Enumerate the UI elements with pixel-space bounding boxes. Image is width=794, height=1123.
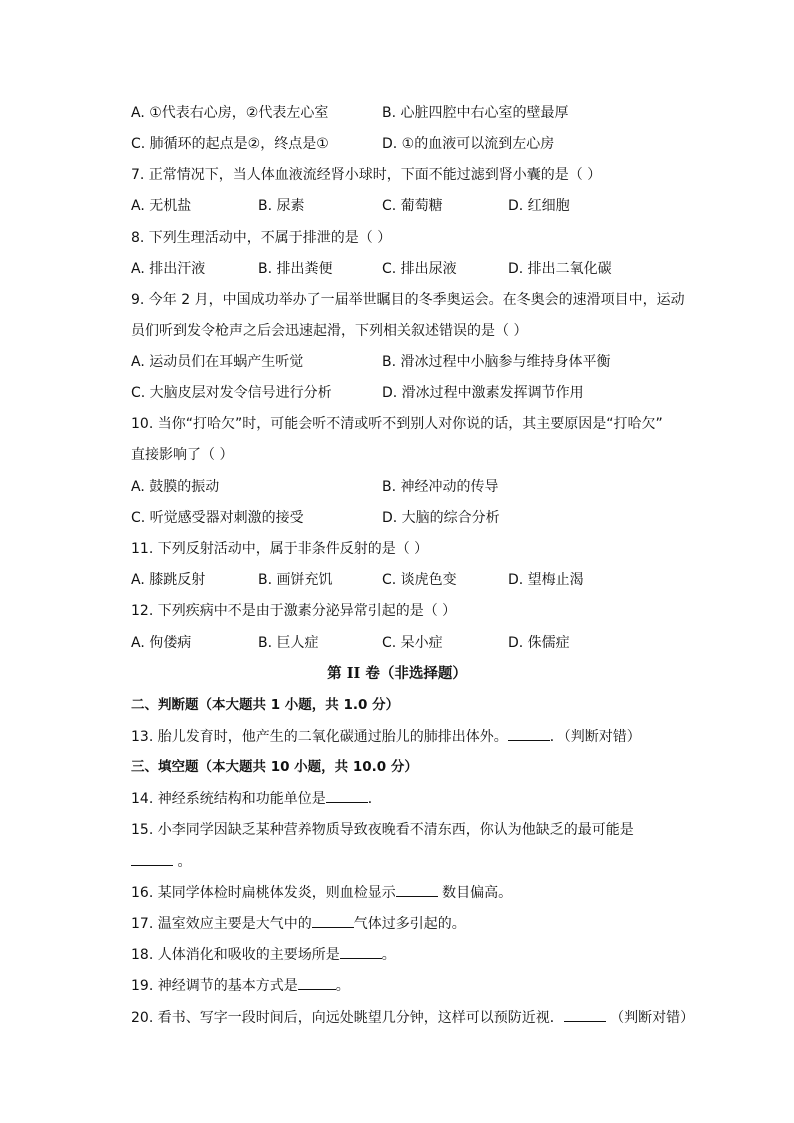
q12-option-a: A. 佝偻病 <box>131 635 192 651</box>
q20-text: 20. 看书、写字一段时间后，向远处眺望几分钟，这样可以预防近视． <box>131 1010 564 1026</box>
q10-stem-line1: 10. 当你“打哈欠”时，可能会听不清或听不到别人对你说的话，其主要原因是“打哈欠” <box>131 416 663 432</box>
q15-suffix: 。 <box>173 854 192 870</box>
q17 <box>131 913 466 934</box>
q6-option-d: D. ①的血液可以流到左心房 <box>382 136 555 152</box>
q15-answer-line <box>131 851 191 872</box>
q11-option-d: D. 望梅止渴 <box>508 572 584 588</box>
q14-suffix: ． <box>367 791 382 807</box>
q8-option-b: B. 排出粪便 <box>258 261 333 277</box>
q19-text: 19. 神经调节的基本方式是 <box>131 978 298 994</box>
q8-option-d: D. 排出二氧化碳 <box>508 261 612 277</box>
q12-option-d: D. 侏儒症 <box>508 635 570 651</box>
q6-option-b: B. 心脏四腔中右心室的壁最厚 <box>382 105 569 121</box>
q15-stem: 15. 小李同学因缺乏某种营养物质导致夜晚看不清东西，你认为他缺乏的最可能是 <box>131 822 634 838</box>
q12-option-c: C. 呆小症 <box>382 635 443 651</box>
q10-option-a: A. 鼓膜的振动 <box>131 479 220 495</box>
q18-answer-blank[interactable] <box>340 944 382 959</box>
q12-stem: 12. 下列疾病中不是由于激素分泌异常引起的是（ ） <box>131 603 457 619</box>
q17-text: 17. 温室效应主要是大气中的 <box>131 916 312 932</box>
q8-option-c: C. 排出尿液 <box>382 261 457 277</box>
q7-option-b: B. 尿素 <box>258 198 305 214</box>
q13 <box>131 726 641 747</box>
section-judgement-heading: 二、判断题（本大题共 1 小题，共 1.0 分） <box>131 697 400 713</box>
q9-option-c: C. 大脑皮层对发令信号进行分析 <box>131 385 332 401</box>
q8-stem: 8. 下列生理活动中，不属于排泄的是（ ） <box>131 230 392 246</box>
section-fill-blank-heading: 三、填空题（本大题共 10 小题，共 10.0 分） <box>131 759 418 775</box>
q7-option-a: A. 无机盐 <box>131 198 192 214</box>
q11-option-a: A. 膝跳反射 <box>131 572 206 588</box>
q8-option-a: A. 排出汗液 <box>131 261 206 277</box>
q13-text: 13. 胎儿发育时，他产生的二氧化碳通过胎儿的肺排出体外。 <box>131 729 508 745</box>
q13-suffix: ．（判断对错） <box>549 729 641 745</box>
q13-answer-blank[interactable] <box>508 726 550 741</box>
q17-answer-blank[interactable] <box>312 913 354 928</box>
q14 <box>131 788 382 809</box>
q9-option-b: B. 滑冰过程中小脑参与维持身体平衡 <box>382 354 611 370</box>
q6-option-a: A. ①代表右心房，②代表左心室 <box>131 105 329 121</box>
q7-option-d: D. 红细胞 <box>508 198 570 214</box>
q16-text: 16. 某同学体检时扁桃体发炎，则血检显示 <box>131 885 396 901</box>
q7-stem: 7. 正常情况下，当人体血液流经肾小球时，下面不能过滤到肾小囊的是（ ） <box>131 167 602 183</box>
q15-answer-blank[interactable] <box>131 851 173 866</box>
q19-suffix: 。 <box>335 978 350 994</box>
q14-text: 14. 神经系统结构和功能单位是 <box>131 791 326 807</box>
q10-option-b: B. 神经冲动的传导 <box>382 479 499 495</box>
q20 <box>131 1007 694 1028</box>
q14-answer-blank[interactable] <box>326 788 368 803</box>
q17-suffix: 气体过多引起的。 <box>353 916 466 932</box>
q9-option-d: D. 滑冰过程中激素发挥调节作用 <box>382 385 584 401</box>
q11-option-c: C. 谈虎色变 <box>382 572 457 588</box>
q7-option-c: C. 葡萄糖 <box>382 198 443 214</box>
q9-option-a: A. 运动员们在耳蜗产生听觉 <box>131 354 304 370</box>
q18-text: 18. 人体消化和吸收的主要场所是 <box>131 947 340 963</box>
q20-answer-blank[interactable] <box>564 1007 606 1022</box>
q9-stem-line1: 9. 今年 2 月，中国成功举办了一届举世瞩目的冬季奥运会。在冬奥会的速滑项目中，运动 <box>131 292 685 308</box>
q9-stem-line2: 员们听到发令枪声之后会迅速起滑，下列相关叙述错误的是（ ） <box>131 323 528 339</box>
q18-suffix: 。 <box>381 947 396 963</box>
part-2-title: 第 II 卷（非选择题） <box>327 665 467 682</box>
q19 <box>131 975 350 996</box>
q11-option-b: B. 画饼充饥 <box>258 572 333 588</box>
q16 <box>131 882 512 903</box>
q12-option-b: B. 巨人症 <box>258 635 319 651</box>
q16-answer-blank[interactable] <box>396 882 438 897</box>
q16-suffix: 数目偏高。 <box>437 885 513 901</box>
q20-suffix: （判断对错） <box>605 1010 695 1026</box>
q10-stem-line2: 直接影响了（ ） <box>131 447 234 463</box>
q10-option-c: C. 听觉感受器对刺激的接受 <box>131 510 304 526</box>
q19-answer-blank[interactable] <box>298 975 336 990</box>
q18 <box>131 944 396 965</box>
q6-option-c: C. 肺循环的起点是②，终点是① <box>131 136 329 152</box>
q11-stem: 11. 下列反射活动中，属于非条件反射的是（ ） <box>131 541 429 557</box>
q10-option-d: D. 大脑的综合分析 <box>382 510 500 526</box>
